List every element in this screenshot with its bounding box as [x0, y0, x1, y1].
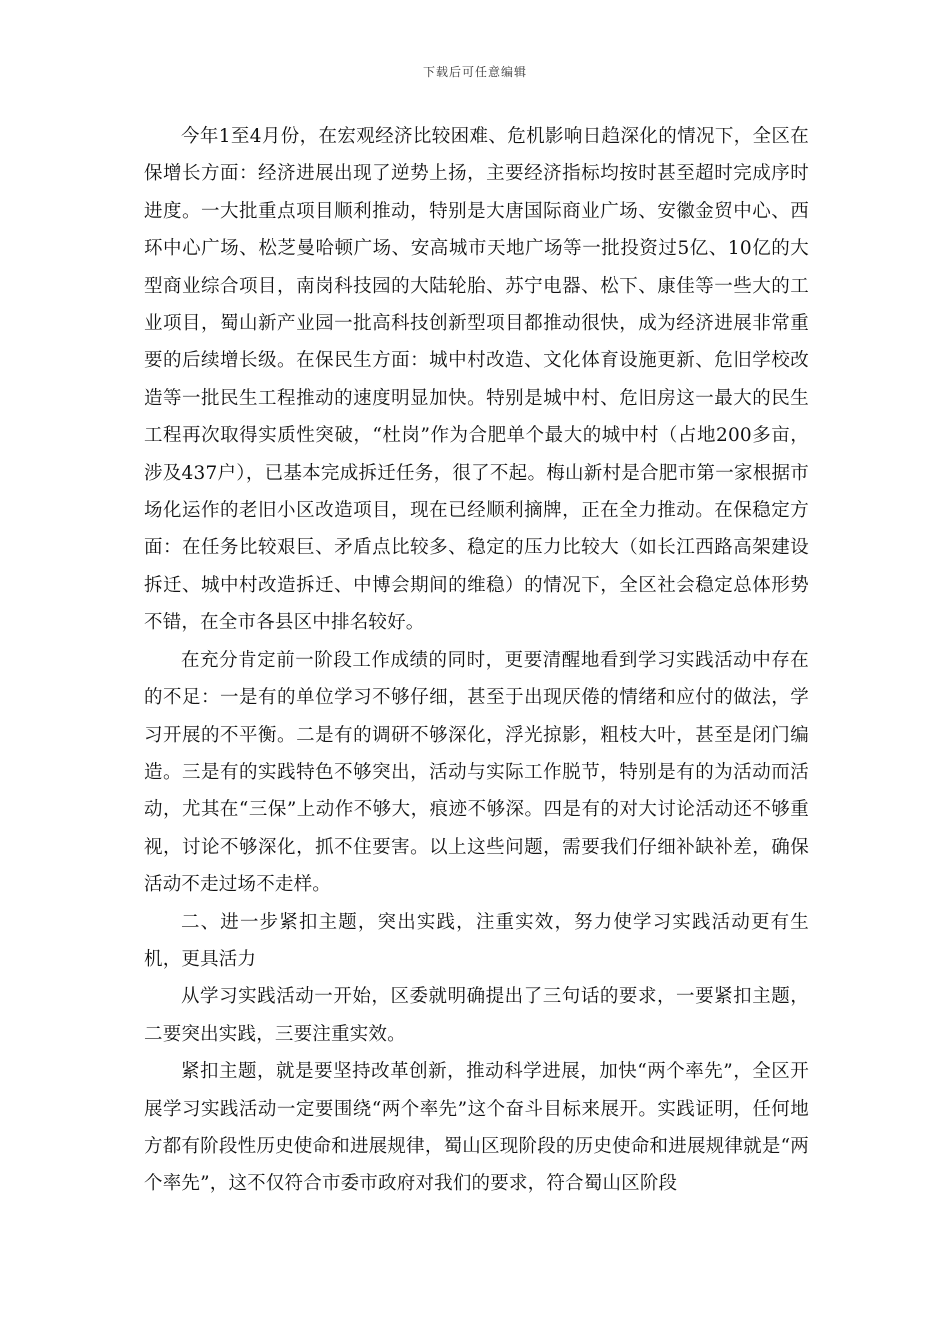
- document-body: [144, 118, 809, 1203]
- paragraph-shortcomings: 在充分肯定前一阶段工作成绩的同时，更要清醒地看到学习实践活动中存在的不足：一是有的单位学习不够仔细，甚至于出现厌倦的情绪和应付的做法，学习开展的不平衡。二是有的调研不够深化，浮光掠影，粗枝大叶，甚至是闭门编造。三是有的实践特色不够突出，活动与实际工作脱节，特别是有的为活动而活动，尤其在“三保”上动作不够大，痕迹不够深。四是有的对大讨论活动还不够重视，讨论不够深化，抓不住要害。以上这些问题，需要我们仔细补缺补差，确保活动不走过场不走样。: [144, 649, 809, 896]
- paragraph-follow-theme: 紧扣主题，就是要坚持改革创新，推动科学进展，加快“两个率先”，全区开展学习实践活动一定要围绕“两个率先”这个奋斗目标来展开。实践证明，任何地方都有阶段性历史使命和进展规律，蜀山区现阶段的历史使命和进展规律就是“两个率先”，这不仅符合市委市政府对我们的要求，符合蜀山区阶段: [144, 1061, 809, 1195]
- paragraph-achievements: 今年1至4月份，在宏观经济比较困难、危机影响日趋深化的情况下，全区在保增长方面：经济进展出现了逆势上扬，主要经济指标均按时甚至超时完成序时进度。一大批重点项目顺利推动，特别是大唐国际商业广场、安徽金贸中心、西环中心广场、松芝曼哈顿广场、安高城市天地广场等一批投资过5亿、10亿的大型商业综合项目，南岗科技园的大陆轮胎、苏宁电器、松下、康佳等一些大的工业项目，蜀山新产业园一批高科技创新型项目都推动很快，成为经济进展非常重要的后续增长级。在保民生方面：城中村改造、文化体育设施更新、危旧学校改造等一批民生工程推动的速度明显加快。特别是城中村、危旧房这一最大的民生工程再次取得实质性突破，“杜岗”作为合肥单个最大的城中村（占地200多亩，涉及437户），已基本完成拆迁任务，很了不起。梅山新村是合肥市第一家根据市场化运作的老旧小区改造项目，现在已经顺利摘牌，正在全力推动。在保稳定方面：在任务比较艰巨、矛盾点比较多、稳定的压力比较大（如长江西路高架建设拆迁、城中村改造拆迁、中博会期间的维稳）的情况下，全区社会稳定总体形势不错，在全市各县区中排名较好。: [144, 126, 809, 634]
- section-heading-two: 二、进一步紧扣主题，突出实践，注重实效，努力使学习实践活动更有生机，更具活力: [144, 911, 809, 970]
- paragraph-three-requirements: 从学习实践活动一开始，区委就明确提出了三句话的要求，一要紧扣主题，二要突出实践，三要注重实效。: [144, 986, 809, 1045]
- page-header: 下载后可任意编辑: [422, 65, 527, 79]
